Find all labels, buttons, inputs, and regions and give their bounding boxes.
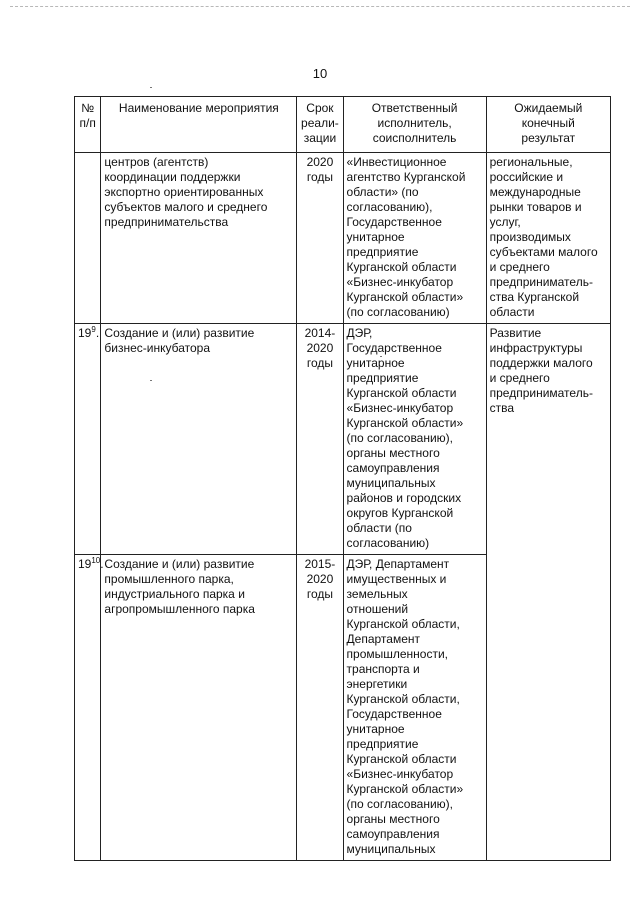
row-number <box>75 153 101 324</box>
scan-top-edge <box>10 6 630 7</box>
table-header-row <box>75 97 611 153</box>
scan-speck <box>150 87 152 88</box>
row-number-sup: 9 <box>91 325 96 334</box>
measure-name: центров (агентств) координации поддержки экспортно ориентированных субъектов малого и среднего предпринимательства <box>101 153 297 324</box>
measure-name: Создание и (или) развитие промышленного парка, индустриального парка и агропромышленного парка <box>101 555 297 861</box>
implementation-term: 2015- 2020 годы <box>297 555 343 861</box>
responsible-executor: ДЭР, Департамент имущественных и земельных отношений Курганской области, Департамент промышленности, транспорта и энергетики Курганской области, Государственное унитарное предприятие Курганской области «Бизнес-инкубатор Курганской области» (по согласованию), органы местного самоуправления муниципальных <box>343 555 486 861</box>
measures-table <box>74 96 611 861</box>
row-number-sup: 10 <box>91 556 101 565</box>
table-row <box>75 153 611 324</box>
header-term: Срок реали- зации <box>297 97 343 153</box>
header-num: № п/п <box>75 97 101 153</box>
implementation-term: 2020 годы <box>297 153 343 324</box>
expected-result: региональные, российские и международные рынки товаров и услуг, производимых субъектами малого и среднего предприниматель- ства Курганской области <box>486 153 610 324</box>
responsible-executor: ДЭР, Государственное унитарное предприятие Курганской области «Бизнес-инкубатор Курганской области» (по согласованию), органы местного самоуправления муниципальных районов и городских округов Курганской области (по согласованию) <box>343 324 486 555</box>
row-number-main: 19 <box>78 326 92 340</box>
row-number: $19^9$. <box>75 324 101 555</box>
header-result: Ожидаемый конечный результат <box>486 97 610 153</box>
measure-name: Создание и (или) развитие бизнес-инкубатора <box>101 324 297 555</box>
page-number: 10 <box>312 66 328 81</box>
row-number: $19^{10}$. <box>75 555 101 861</box>
header-name: Наименование мероприятия <box>101 97 297 153</box>
row-number-main: 19 <box>78 557 92 571</box>
responsible-executor: «Инвестиционное агентство Курганской области» (по согласованию), Государственное унитарное предприятие Курганской области «Бизнес-инкубатор Курганской области» (по согласованию) <box>343 153 486 324</box>
expected-result: Развитие инфраструктуры поддержки малого и среднего предприниматель- ства <box>486 324 610 861</box>
implementation-term: 2014- 2020 годы <box>297 324 343 555</box>
table-row <box>75 324 611 555</box>
header-executor: Ответственный исполнитель, соисполнитель <box>343 97 486 153</box>
